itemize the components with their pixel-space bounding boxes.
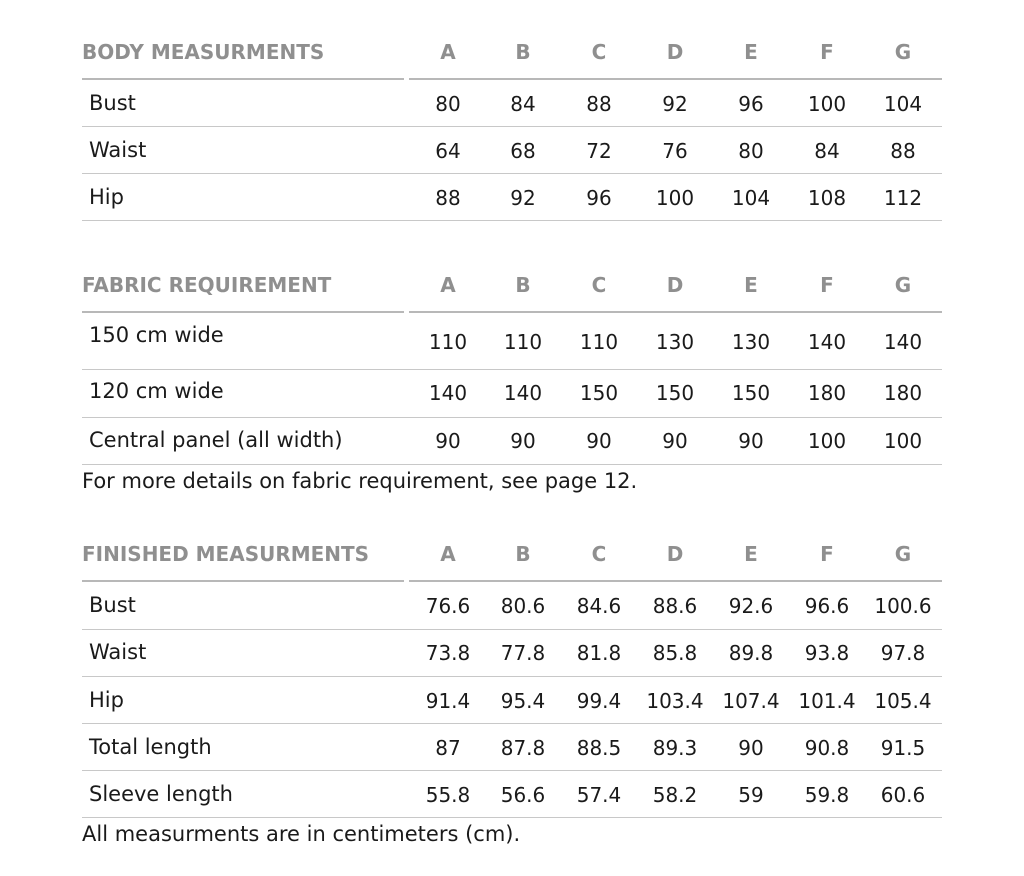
table-cell: 89.8	[728, 641, 774, 665]
column-header-size-c: C	[591, 542, 607, 566]
table-cell: 88.6	[652, 594, 698, 618]
table-cell: 100	[807, 92, 847, 116]
table-cell: 140	[503, 381, 543, 405]
table-cell: 95.4	[500, 689, 546, 713]
table-row	[82, 677, 942, 724]
table-cell: 180	[807, 381, 847, 405]
table-cell: 110	[428, 330, 468, 354]
table-cell: 150	[655, 381, 695, 405]
table-cell: 80	[738, 139, 764, 163]
table-cell: 76.6	[425, 594, 471, 618]
section-title: FINISHED MEASURMENTS	[82, 542, 370, 566]
column-header-size-g: G	[894, 542, 912, 566]
table-cell: 87.8	[500, 736, 546, 760]
table-cell: 64	[435, 139, 461, 163]
column-header-size-f: F	[820, 40, 834, 64]
table-cell: 99.4	[576, 689, 622, 713]
table-row	[82, 582, 942, 630]
table-cell: 180	[883, 381, 923, 405]
table-cell: 140	[428, 381, 468, 405]
table-row	[82, 127, 942, 174]
table-cell: 88	[586, 92, 612, 116]
table-cell: 80	[435, 92, 461, 116]
table-header	[82, 522, 942, 582]
table-cell: 96.6	[804, 594, 850, 618]
row-label: Hip	[89, 185, 124, 209]
column-header-size-d: D	[666, 542, 684, 566]
row-label: Sleeve length	[89, 782, 233, 806]
table-cell: 58.2	[652, 783, 698, 807]
row-label: Total length	[89, 735, 212, 759]
table-cell: 105.4	[874, 689, 932, 713]
table-cell: 100	[807, 429, 847, 453]
row-label: Waist	[89, 138, 147, 162]
section-title: BODY MEASURMENTS	[82, 40, 325, 64]
table-cell: 104	[883, 92, 923, 116]
table-cell: 103.4	[646, 689, 704, 713]
table-row	[82, 80, 942, 127]
column-header-size-b: B	[515, 542, 531, 566]
table-cell: 84	[814, 139, 840, 163]
table-cell: 96	[738, 92, 764, 116]
table-cell: 140	[883, 330, 923, 354]
table-cell: 73.8	[425, 641, 471, 665]
table-cell: 107.4	[722, 689, 780, 713]
table-cell: 68	[510, 139, 536, 163]
table-cell: 90	[586, 429, 612, 453]
table-cell: 100	[655, 186, 695, 210]
column-header-size-b: B	[515, 273, 531, 297]
table-cell: 140	[807, 330, 847, 354]
row-label: Bust	[89, 593, 136, 617]
table-header	[82, 20, 942, 80]
table-row	[82, 630, 942, 677]
table-footnote: All measurments are in centimeters (cm).	[82, 822, 521, 846]
column-header-size-a: A	[440, 40, 456, 64]
table-cell: 72	[586, 139, 612, 163]
table-row	[82, 771, 942, 818]
finished-measurements-table	[82, 522, 942, 846]
row-label: Hip	[89, 688, 124, 712]
column-header-size-a: A	[440, 542, 456, 566]
table-cell: 88.5	[576, 736, 622, 760]
table-cell: 97.8	[880, 641, 926, 665]
table-cell: 110	[579, 330, 619, 354]
table-row	[82, 370, 942, 418]
table-row	[82, 313, 942, 370]
table-cell: 150	[731, 381, 771, 405]
table-row	[82, 174, 942, 221]
table-cell: 92	[662, 92, 688, 116]
table-cell: 108	[807, 186, 847, 210]
table-cell: 90	[510, 429, 536, 453]
table-header	[82, 253, 942, 313]
table-cell: 100	[883, 429, 923, 453]
table-cell: 90	[662, 429, 688, 453]
section-title: FABRIC REQUIREMENT	[82, 273, 332, 297]
table-cell: 55.8	[425, 783, 471, 807]
column-header-size-c: C	[591, 40, 607, 64]
table-cell: 110	[503, 330, 543, 354]
table-cell: 92.6	[728, 594, 774, 618]
table-cell: 59	[738, 783, 764, 807]
table-cell: 90.8	[804, 736, 850, 760]
row-label: 150 cm wide	[89, 323, 224, 347]
column-header-size-f: F	[820, 542, 834, 566]
table-cell: 89.3	[652, 736, 698, 760]
table-cell: 84.6	[576, 594, 622, 618]
column-header-size-e: E	[744, 40, 758, 64]
table-cell: 150	[579, 381, 619, 405]
table-cell: 100.6	[874, 594, 932, 618]
table-cell: 90	[435, 429, 461, 453]
table-cell: 77.8	[500, 641, 546, 665]
row-label: Central panel (all width)	[89, 428, 343, 452]
table-cell: 130	[655, 330, 695, 354]
table-cell: 91.5	[880, 736, 926, 760]
table-cell: 130	[731, 330, 771, 354]
table-cell: 84	[510, 92, 536, 116]
table-row	[82, 724, 942, 771]
table-cell: 96	[586, 186, 612, 210]
column-header-size-e: E	[744, 542, 758, 566]
column-header-size-f: F	[820, 273, 834, 297]
column-header-size-d: D	[666, 273, 684, 297]
row-label: Bust	[89, 91, 136, 115]
table-cell: 101.4	[798, 689, 856, 713]
table-cell: 88	[890, 139, 916, 163]
body-measurements-table	[82, 20, 942, 221]
column-header-size-a: A	[440, 273, 456, 297]
table-cell: 76	[662, 139, 688, 163]
table-cell: 80.6	[500, 594, 546, 618]
table-cell: 57.4	[576, 783, 622, 807]
column-header-size-c: C	[591, 273, 607, 297]
table-footnote: For more details on fabric requirement, see page 12.	[82, 469, 638, 493]
column-header-size-b: B	[515, 40, 531, 64]
table-cell: 81.8	[576, 641, 622, 665]
column-header-size-g: G	[894, 273, 912, 297]
row-label: 120 cm wide	[89, 379, 224, 403]
table-cell: 104	[731, 186, 771, 210]
table-cell: 90	[738, 429, 764, 453]
table-cell: 60.6	[880, 783, 926, 807]
column-header-size-e: E	[744, 273, 758, 297]
table-cell: 88	[435, 186, 461, 210]
table-cell: 92	[510, 186, 536, 210]
fabric-requirement-table	[82, 253, 942, 493]
table-cell: 93.8	[804, 641, 850, 665]
table-cell: 90	[738, 736, 764, 760]
column-header-size-d: D	[666, 40, 684, 64]
column-header-size-g: G	[894, 40, 912, 64]
table-cell: 56.6	[500, 783, 546, 807]
table-row	[82, 418, 942, 465]
table-cell: 91.4	[425, 689, 471, 713]
table-cell: 112	[883, 186, 923, 210]
table-cell: 85.8	[652, 641, 698, 665]
row-label: Waist	[89, 640, 147, 664]
table-cell: 59.8	[804, 783, 850, 807]
table-cell: 87	[435, 736, 461, 760]
